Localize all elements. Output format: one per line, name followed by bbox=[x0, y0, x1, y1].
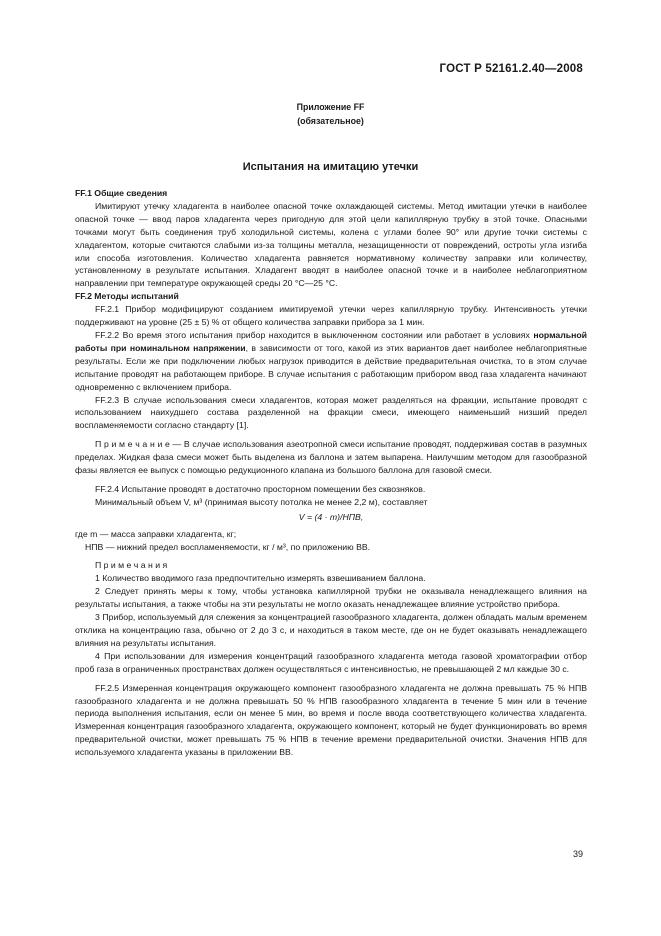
page-title: Испытания на имитацию утечки bbox=[242, 161, 419, 173]
standard-header: ГОСТ Р 52161.2.40—2008 bbox=[439, 63, 583, 75]
paragraph-ff21: FF.2.1 Прибор модифицируют созданием имитируемой утечки через капиллярную трубку. Интенсивность утечки поддерживают на уровне (25 ± 5) % от общего количества заправки прибора за 1 мин. bbox=[75, 304, 587, 328]
note-1: 1 Количество вводимого газа предпочтительно измерять взвешиванием баллона. bbox=[95, 573, 426, 584]
paragraph-ff1: Имитируют утечку хладагента в наиболее опасной точке охлаждающей системы. Метод имитации утечки в наиболее опасной точке — ввод паров хладагента через пригодную для этой цели капиллярную трубку в этой точке. Опасными точками могут быть соединения труб холодильной системы, колена с углами более 90° или другие точки системы с хладагентом, которые считаются слабыми из-за толщины металла, незащищенности от повреждений, остроты угла изгиба или способа изготовления. Количество хладагента равняется нормативному количеству заправки или количеству, установленному в результате испытания. Хладагент вводят в наиболее опасной точке и в наиболее неблагоприятном направлении при температуре окружающей среды 20 °C—25 °C. bbox=[75, 200, 587, 289]
paragraph-ff23: FF.2.3 В случае использования смеси хладагентов, которая может разделяться на фракции, испытание проводят с использованием наихудшего состава разделенной на фракции смеси, имеющего наименьший низший предел воспламеняемости согласно стандарту [1]. bbox=[75, 394, 587, 431]
appendix-caption bbox=[0, 101, 661, 128]
section-heading-ff1: FF.1 Общие сведения bbox=[75, 188, 168, 198]
paragraph-ff24: FF.2.4 Испытание проводят в достаточно просторном помещении без сквозняков. bbox=[95, 483, 426, 494]
paragraph-ff22-term: нормальной работы при номинальном напряжении bbox=[75, 329, 587, 353]
formula-where-m: где m — масса заправки хладагента, кг; bbox=[75, 528, 237, 539]
volume-formula: V = (4 · m)/НПВ, bbox=[298, 511, 364, 522]
formula-where-npv: НПВ — нижний предел воспламеняемости, кг / м³, по приложению ВВ. bbox=[85, 541, 371, 552]
paragraph-ff22-start: FF.2.2 Во время этого испытания прибор находится в выключенном состоянии или работает в условиях bbox=[95, 329, 534, 340]
appendix-status: (обязательное) bbox=[297, 115, 364, 126]
appendix-title: Приложение FF bbox=[296, 102, 365, 112]
paragraph-ff22-end: , в зависимости от того, какой из этих вариантов дает наиболее неблагоприятные результаты. Если же при подключении любых нагрузок приводится в действие предварительная очистка, то в этом случае испытание проводят на работающем приборе. В случае испытания с работающим прибором ввод газа хладагента начинают одновременно с включением прибора. bbox=[75, 342, 587, 392]
paragraph-ff22 bbox=[75, 329, 587, 394]
note-label: П р и м е ч а н и е bbox=[95, 439, 170, 450]
note-2: 2 Следует принять меры к тому, чтобы установка капиллярной трубки не оказывала ненадлежащего влияния на результаты испытания, а также чтобы на эти результаты не могло оказать ненадлежащее влияние устройство прибора. bbox=[75, 586, 587, 610]
notes-label: П р и м е ч а н и я bbox=[95, 560, 168, 571]
note-3: 3 Прибор, используемый для слежения за концентрацией газообразного хладагента, должен обладать малым временем отклика на концентрацию газа, обычно от 2 до 3 с, и находиться в таком месте, где он не будет оказывать ненадлежащего влияния на результаты испытания. bbox=[75, 612, 587, 648]
paragraph-ff24-volume: Минимальный объем V, м³ (принимая высоту потолка не менее 2,2 м), составляет bbox=[95, 496, 428, 507]
note-text: — В случае использования азеотропной смеси испытание проводят, поддерживая состав в разумных пределах. Жидкая фаза смеси может быть выделена из баллона и затем выпарена. Наилучшим методом для газообразной фазы является ее выпуск с помощью редукционного клапана из большого баллона для газовой смеси. bbox=[75, 439, 587, 476]
note-4: 4 При использовании для измерения концентраций газообразного хладагента метода газовой хроматографии отбор проб газа в ограниченных пространствах должен осуществляться с интенсивностью, не превышающей 2 мл каждые 30 с. bbox=[75, 650, 587, 674]
page-number: 39 bbox=[572, 849, 583, 859]
paragraph-ff25: FF.2.5 Измеренная концентрация окружающего компонент газообразного хладагента не должна превышать 75 % НПВ газообразного хладагента и не должна превышать 50 % НПВ газообразного хладагента в течение 5 мин или в течение периода выполнения испытания, если он менее 5 мин, во время и после ввода соответствующего количества хладагента. Измеренная концентрация газообразного хладагента, окружающего компонент, который не будет функционировать во время предварительной очистки, может превышать 75 % НПВ в течение времени предварительной очистки. Значения НПВ для используемого хладагента указаны в приложении ВВ. bbox=[75, 682, 587, 758]
section-heading-ff2: FF.2 Методы испытаний bbox=[75, 291, 179, 302]
body-text bbox=[75, 187, 587, 759]
note-azeotrope bbox=[75, 438, 587, 477]
